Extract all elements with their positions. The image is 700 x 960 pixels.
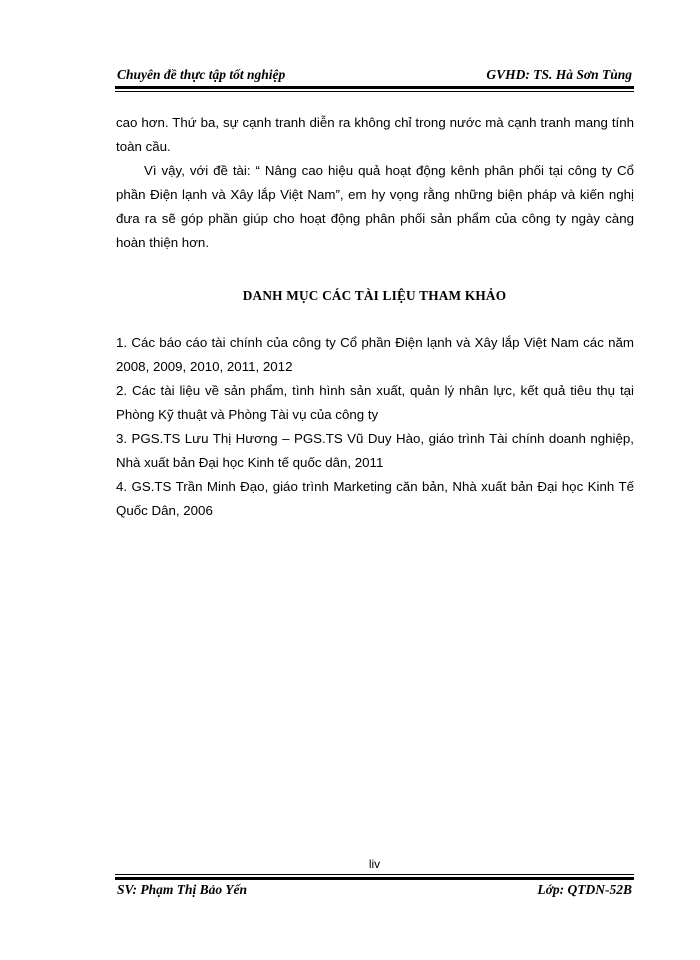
page-header bbox=[115, 64, 634, 86]
references-title: DANH MỤC CÁC TÀI LIỆU THAM KHẢO bbox=[242, 288, 507, 303]
paragraph-1: cao hơn. Thứ ba, sự cạnh tranh diễn ra không chỉ trong nước mà cạnh tranh mang tính toàn cầu. bbox=[116, 115, 634, 154]
footer-rule-thin bbox=[115, 874, 634, 875]
paragraph-2: Vì vậy, với đề tài: “ Nâng cao hiệu quả hoạt động kênh phân phối tại công ty Cổ phần Điện lạnh và Xây lắp Việt Nam”, em hy vọng rằng những biện pháp và kiến nghị đưa ra sẽ góp phần giúp cho hoạt động phân phối sản phẩm của công ty ngày càng hoàn thiện hơn. bbox=[116, 163, 634, 250]
reference-item-4: 4. GS.TS Trần Minh Đạo, giáo trình Marketing căn bản, Nhà xuất bản Đại học Kinh Tế Quốc Dân, 2006 bbox=[116, 479, 634, 518]
header-rule-thin bbox=[115, 91, 634, 92]
reference-item-1: 1. Các báo cáo tài chính của công ty Cổ phần Điện lạnh và Xây lắp Việt Nam các năm 2008, 2009, 2010, 2011, 2012 bbox=[116, 335, 634, 374]
header-rule-thick bbox=[115, 86, 634, 89]
header-advisor: GVHD: TS. Hà Sơn Tùng bbox=[486, 67, 632, 82]
footer-student: SV: Phạm Thị Bảo Yến bbox=[117, 882, 248, 897]
page-number: liv bbox=[368, 857, 381, 871]
footer-class: Lớp: QTDN-52B bbox=[537, 882, 632, 897]
references-list bbox=[116, 331, 634, 523]
reference-item-3: 3. PGS.TS Lưu Thị Hương – PGS.TS Vũ Duy Hào, giáo trình Tài chính doanh nghiệp, Nhà xuất bản Đại học Kinh tế quốc dân, 2011 bbox=[116, 431, 634, 470]
header-document-title: Chuyên đề thực tập tốt nghiệp bbox=[117, 67, 286, 82]
reference-item-2: 2. Các tài liệu về sản phẩm, tình hình sản xuất, quản lý nhân lực, kết quả tiêu thụ tại Phòng Kỹ thuật và Phòng Tài vụ của công ty bbox=[116, 383, 634, 422]
page-footer bbox=[115, 880, 634, 900]
body-text bbox=[116, 111, 634, 255]
